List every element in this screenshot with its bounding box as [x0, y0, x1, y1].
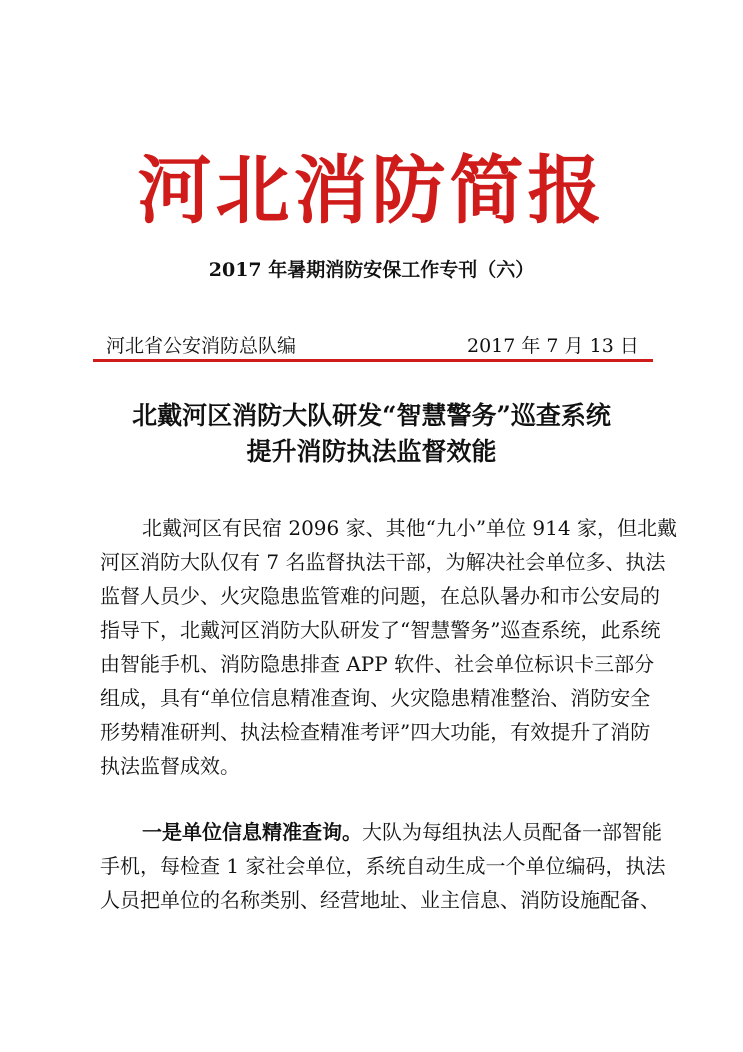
publish-date: 2017 年 7 月 13 日 [467, 335, 639, 357]
paragraph-2 [100, 815, 666, 917]
paragraph-1-line: 监督人员少、火灾隐患监管难的问题，在总队暑办和市公安局的 [100, 584, 660, 608]
paragraph-2-line-rest: 大队为每组执法人员配备一部智能 [362, 820, 662, 844]
paragraph-1-line: 形势精准研判、执法检查精准考评”四大功能，有效提升了消防 [100, 720, 651, 744]
red-divider [93, 359, 653, 362]
paragraph-1 [100, 511, 677, 783]
paragraph-1-line: 执法监督成效。 [100, 754, 240, 778]
masthead-title: 河北消防简报 [137, 148, 606, 234]
paragraph-1-line: 北戴河区有民宿 2096 家、其他“九小”单位 914 家，但北戴 [142, 516, 677, 540]
issue-subtitle: 2017 年暑期消防安保工作专刊（六） [208, 259, 535, 281]
publisher: 河北省公安消防总队编 [106, 335, 297, 357]
headline-line-1: 北戴河区消防大队研发“智慧警务”巡查系统 [132, 401, 611, 430]
paragraph-1-line: 指导下，北戴河区消防大队研发了“智慧警务”巡查系统，此系统 [100, 618, 661, 642]
paragraph-1-line: 组成，具有“单位信息精准查询、火灾隐患精准整治、消防安全 [100, 686, 651, 710]
headline-line-2: 提升消防执法监督效能 [246, 437, 497, 466]
paragraph-1-line: 河区消防大队仅有 7 名监督执法干部，为解决社会单位多、执法 [100, 550, 666, 574]
paragraph-2-lead: 一是单位信息精准查询。 [142, 820, 362, 844]
paragraph-2-line: 人员把单位的名称类别、经营地址、业主信息、消防设施配备、 [100, 888, 660, 912]
paragraph-2-first-line [100, 815, 662, 849]
paragraph-1-line: 由智能手机、消防隐患排查 APP 软件、社会单位标识卡三部分 [100, 652, 655, 676]
paragraph-2-line: 手机，每检查 1 家社会单位，系统自动生成一个单位编码，执法 [100, 854, 666, 878]
